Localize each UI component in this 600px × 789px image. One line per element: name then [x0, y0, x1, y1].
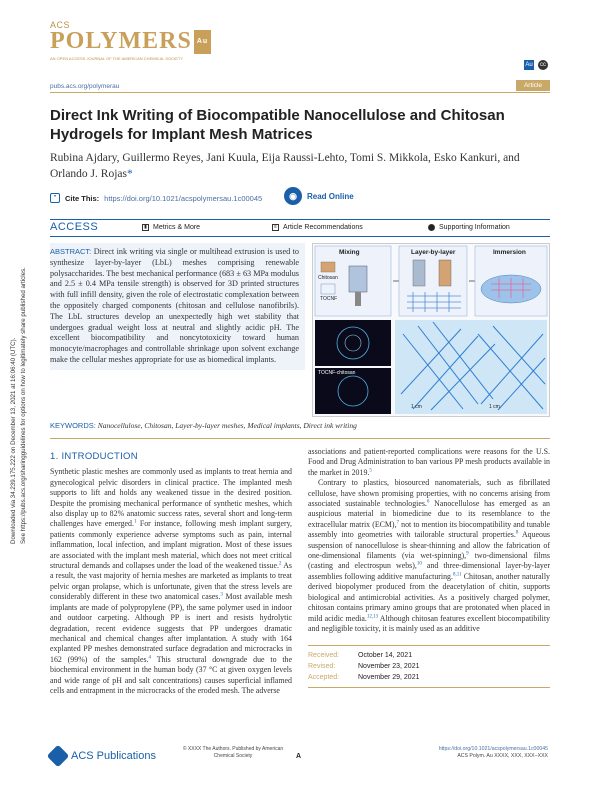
- toc-label-tocnf-chitosan: TOCNF-chitosan: [318, 370, 356, 376]
- header-icons: [524, 60, 548, 70]
- ref-link[interactable]: 9: [466, 551, 469, 557]
- acs-publications-logo[interactable]: ACS Publications: [50, 748, 156, 764]
- body-right-column: [308, 447, 550, 634]
- nozzle-right: [439, 260, 451, 286]
- cite-label: Cite This:: [65, 193, 100, 203]
- date-accepted: Accepted: November 29, 2021: [308, 674, 420, 681]
- acs-au-icon[interactable]: Au: [525, 62, 533, 68]
- toc-graphic: [312, 243, 550, 417]
- keywords-label: KEYWORDS:: [50, 421, 96, 430]
- footer-citation: [439, 746, 548, 760]
- abstract-label: ABSTRACT:: [50, 247, 92, 256]
- author-names[interactable]: Rubina Ajdary, Guillermo Reyes, Jani Kuula, Eija Raussi-Lehto, Tomi S. Mikkola, Esko Kankuri, and Orlando J. Rojas: [50, 152, 520, 180]
- keywords: [50, 421, 550, 430]
- abstract-text: Direct ink writing via single or multihead extrusion is used to synthesize layer-by-layer (LbL) meshes comprising renewable polysaccharides. The best mechanical performance (683 ± 63 MPa modulus and 2.5 ± 0.4 MPa tensile strength) is observed for 3D printed structures with full infill density, given the role of electrostatic complexation between the oppositely charged components (chitosan and cellulose nanofibrils). The LbL structures develop an unexpectedly high wet stability that undergoes gradual weight loss at neutral and slightly acidic pH. The excellent biocompatibility and noncytotoxicity toward human monocyte/macrophages and controllable shrinkage upon solvent exchange make the cellular meshes appropriate for use as biomedical implants.: [50, 247, 299, 364]
- author-list: [50, 150, 550, 182]
- supporting-info-label: Supporting Information: [439, 224, 510, 231]
- ref-link[interactable]: 8: [515, 530, 519, 536]
- footer-journal-citation: ACS Polym. Au XXXX, XXX, XXX−XXX: [457, 753, 548, 759]
- doi-link[interactable]: https://doi.org/10.1021/acspolymersau.1c00045: [104, 193, 263, 203]
- article-dates: [308, 645, 550, 688]
- intro-paragraph-1: Synthetic plastic meshes are commonly used as implants to treat hernia and gynecological pelvic disorders in clinical practice. The implanted mesh supports to lift and holds any weakened tissue in the desired position. Despite the promising mechanical performance of synthetic meshes, which also display up to 82% anatomic success rates, several short and long-term challenges have emerged.$^1$ For instance, following mesh implant surgery, patients commonly experience adverse symptoms such as pain, internal inflammation, local infection, and implant migration. Most of these issues are associated with the implant mesh material, which does not meet critical structural demands and collapses under the load of the weakened tissue.$^2$ As a result, the vast majority of hernia meshes are marketed as implants to treat pelvic organ prolapse, which is unfortunate, given that the stress levels are considerably different in these two anatomical cases.$^3$ Most available mesh implants are made of polypropylene (PP), the same polymer used in indoor and outdoor carpeting. Although PP is inert and resists hydrolytic degradation, recent evidence suggests that PP undergoes dramatic mechanical and chemical changes after implantation. A study with 164 explanted PP meshes demonstrated surface degradation and microcracks in 162 (99%) of the samples.$^4$ This structural downgrade due to the biochemical environment in the human body (37 °C at given oxygen levels and wide range of pH and salt concentrations) causes superficial inflamed cells and entrapment in the microcracks of the eroded mesh. The adverse: [50, 467, 292, 695]
- open-access-icon[interactable]: cc: [540, 62, 546, 68]
- toc-label-tocnf: TOCNF: [320, 296, 338, 302]
- footer-doi-link[interactable]: https://doi.org/10.1021/acspolymersau.1c00045: [438, 746, 548, 752]
- toc-label-chitosan: Chitosan: [318, 275, 338, 281]
- abstract: [50, 243, 305, 370]
- ref-link[interactable]: 5: [369, 468, 372, 474]
- keywords-text: Nanocellulose, Chitosan, Layer-by-layer meshes, Medical implants, Direct ink writing: [97, 421, 357, 430]
- read-online-icon: ◉: [284, 187, 302, 205]
- recommendations-link[interactable]: [272, 224, 363, 231]
- journal-tagline: AN OPEN ACCESS JOURNAL OF THE AMERICAN CHEMICAL SOCIETY: [50, 56, 183, 61]
- syringe-tip: [355, 292, 361, 306]
- abstract-divider: [50, 438, 550, 439]
- access-label: ACCESS: [50, 221, 99, 233]
- section-heading: 1. INTRODUCTION: [50, 451, 138, 462]
- header-divider: [50, 92, 550, 93]
- ref-link[interactable]: 3: [220, 592, 223, 598]
- download-note-line2: See https://pubs.acs.org/sharingguidelines for options on how to legitimately share published articles.: [20, 267, 27, 544]
- date-revised: Revised: November 23, 2021: [308, 663, 420, 670]
- article-type-badge: Article: [516, 80, 550, 91]
- cite-this: [50, 193, 262, 203]
- supporting-info-icon: [428, 224, 435, 231]
- toc-label-lbl: Layer-by-layer: [411, 249, 456, 256]
- document-icon: ≡: [272, 224, 279, 231]
- lbl-panel: [399, 246, 467, 316]
- tocnf-box: [321, 284, 335, 294]
- toc-scale-left: 1 cm: [411, 404, 422, 410]
- ref-link[interactable]: 8,11: [452, 572, 462, 578]
- journal-url[interactable]: pubs.acs.org/polymerau: [50, 83, 120, 90]
- access-bar: [50, 219, 550, 237]
- ref-link[interactable]: 7: [396, 520, 400, 526]
- body-left-column: [50, 452, 292, 696]
- ref-link[interactable]: 2: [278, 561, 282, 567]
- toc-label-mixing: Mixing: [339, 249, 360, 256]
- download-note: [6, 236, 32, 546]
- corresponding-author-mark: *: [126, 168, 133, 180]
- copyright-note: © XXXX The Authors. Published by American Chemical Society: [182, 746, 284, 759]
- ref-link[interactable]: 10: [416, 561, 422, 567]
- ref-link[interactable]: 4: [148, 655, 152, 661]
- bar-chart-icon: ▮: [142, 224, 149, 231]
- metrics-label: Metrics & More: [153, 224, 201, 231]
- intro-paragraph-2: Contrary to plastics, biosourced nanomaterials, such as fibrillated cellulose, have shown promising properties, with no concerns arising from associated sustainable technologies.$^6$ Nanocellulose has emerged as an auspicious material in biomedicine due to its resemblance to the extracellular matrix (ECM),$^7$ not to mention its biocompatibility and tunable assembly into geometries with tailorable structural properties.$^8$ Aqueous suspension of nanocellulose is shear-thinning and allow the fabrication of one-dimensional filaments (via wet-spinning),$^9$ two-dimensional films (casting and electrospun webs),$^{10}$ and three-dimensional layer-by-layer assemblies following additive manufacturing.$^{8,11}$ Chitosan, another naturally derived biopolymer produced from the deacetylation of chitin, supports biological and antimicrobial activities. As a positively charged polymer, chitosan contains primary amino groups that are protonated when placed in mild acidic media.$^{12,13}$ Although chitosan features excellent biocompatibility and negligible toxicity, it is mainly used as an additive: [308, 478, 551, 633]
- ref-link[interactable]: 6: [426, 499, 430, 505]
- quote-icon[interactable]: ”: [50, 193, 60, 203]
- download-note-line1: Downloaded via 34.239.175.222 on December 13, 2021 at 16:06:40 (UTC).: [10, 337, 17, 544]
- nozzle-left: [413, 260, 425, 286]
- journal-name: POLYMERS Au: [50, 30, 211, 54]
- paper-title: Direct Ink Writing of Biocompatible Nanocellulose and Chitosan Hydrogels for Implant Mesh Matrices: [50, 107, 505, 143]
- page-number: A: [296, 753, 302, 760]
- acs-logo-icon: [47, 745, 70, 768]
- ref-link[interactable]: 1: [133, 519, 137, 525]
- journal-logo[interactable]: [50, 20, 211, 61]
- ref-link[interactable]: 12,13: [366, 613, 379, 619]
- metrics-link[interactable]: [142, 224, 200, 231]
- toc-illustration: [313, 244, 549, 416]
- syringe: [349, 266, 367, 292]
- read-online-button[interactable]: [284, 187, 354, 205]
- chitosan-box: [321, 262, 335, 272]
- mesh-photo: [395, 320, 547, 414]
- recommendations-label: Article Recommendations: [283, 224, 363, 231]
- toc-scale-right: 1 cm: [489, 404, 500, 410]
- toc-label-immersion: Immersion: [493, 249, 526, 256]
- journal-badge: Au: [194, 30, 211, 54]
- supporting-info-link[interactable]: [428, 224, 510, 231]
- intro-paragraph-1-cont: associations and patient-reported complications were reasons for the U.S. Food and Drug Administration to ban various PP mesh products available in the market in 2019.$^5$: [308, 447, 550, 477]
- read-online-label: Read Online: [307, 191, 354, 201]
- date-received: Received: October 14, 2021: [308, 652, 413, 659]
- publisher-mark: ACS: [50, 20, 71, 30]
